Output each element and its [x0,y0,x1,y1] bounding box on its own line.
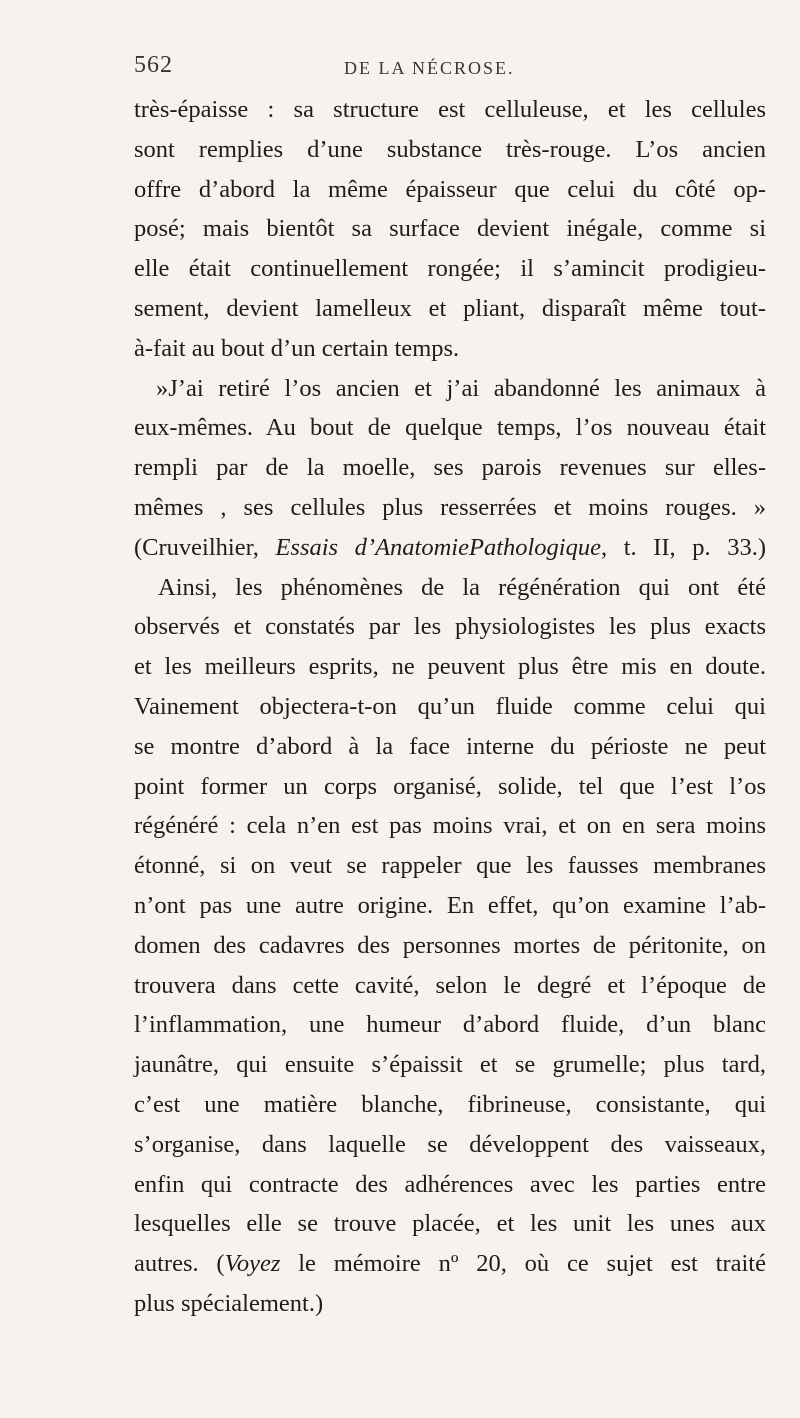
text-line: eux-mêmes. Au bout de quelque temps, l’os nouveau était [134,414,766,442]
text-line: à-fait au bout d’un certain temps. [134,334,460,362]
text-line: elle était continuellement rongée; il s’amincit prodigieu- [134,255,766,283]
text-line: l’inflammation, une humeur d’abord fluide, d’un blanc [134,1011,766,1039]
text-line: jaunâtre, qui ensuite s’épaissit et se grumelle; plus tard, [134,1051,766,1079]
text-line: c’est une matière blanche, fibrineuse, consistante, qui [134,1090,766,1118]
text-line: offre d’abord la même épaisseur que celui du côté op- [134,175,766,203]
text-line: lesquelles elle se trouve placée, et les unit les unes aux [134,1210,766,1238]
text-line: trouvera dans cette cavité, selon le degré et l’époque de [134,971,766,999]
text-line: enfin qui contracte des adhérences avec les parties entre [134,1170,766,1198]
text-line: observés et constatés par les physiologistes les plus exacts [134,613,766,641]
text-line: et les meilleurs esprits, ne peuvent plus être mis en doute. [134,653,766,681]
page-number: 562 [134,52,173,78]
text-line: domen des cadavres des personnes mortes de péritonite, on [134,931,766,959]
text-line: s’organise, dans laquelle se développent des vaisseaux, [134,1130,766,1158]
reference-italic: Voyez [224,1250,281,1278]
text-line: étonné, si on veut se rappeler que les fausses membranes [134,852,766,880]
text-line: sont remplies d’une substance très-rouge. L’os ancien [134,135,766,163]
citation-title: Essais d’AnatomiePathologique [275,533,601,561]
citation-line [134,528,766,568]
citation-suffix: , t. II, p. 33.) [601,533,766,561]
text-line: Ainsi, les phénomènes de la régénération qui ont été [158,573,766,601]
text-line: très-épaisse : sa structure est celluleuse, et les cellules [134,96,766,123]
body-text [134,90,766,1324]
page-header [134,52,764,88]
reference-line [134,1244,766,1284]
text-line: posé; mais bientôt sa surface devient inégale, comme si [134,215,766,243]
text-line: n’ont pas une autre origine. En effet, qu’on examine l’ab- [134,891,766,919]
reference-prefix: autres. ( [134,1250,225,1278]
text-line: Vainement objectera-t-on qu’un fluide comme celui qui [134,692,766,720]
text-line: régénéré : cela n’en est pas moins vrai, et on en sera moins [134,812,766,840]
text-line: rempli par de la moelle, ses parois revenues sur elles- [134,454,766,482]
running-head: DE LA NÉCROSE. [344,58,515,78]
text-line: plus spécialement.) [134,1289,324,1317]
text-line: point former un corps organisé, solide, tel que l’est l’os [134,772,766,800]
reference-suffix: le mémoire nº 20, où ce sujet est traité [280,1250,766,1278]
text-line: mêmes , ses cellules plus resserrées et moins rouges. » [134,493,766,521]
text-line: sement, devient lamelleux et pliant, disparaît même tout- [134,294,766,322]
text-line: se montre d’abord à la face interne du périoste ne peut [134,732,766,760]
citation-prefix: (Cruveilhier, [134,533,276,561]
text-line: »J’ai retiré l’os ancien et j’ai abandonné les animaux à [156,374,766,402]
